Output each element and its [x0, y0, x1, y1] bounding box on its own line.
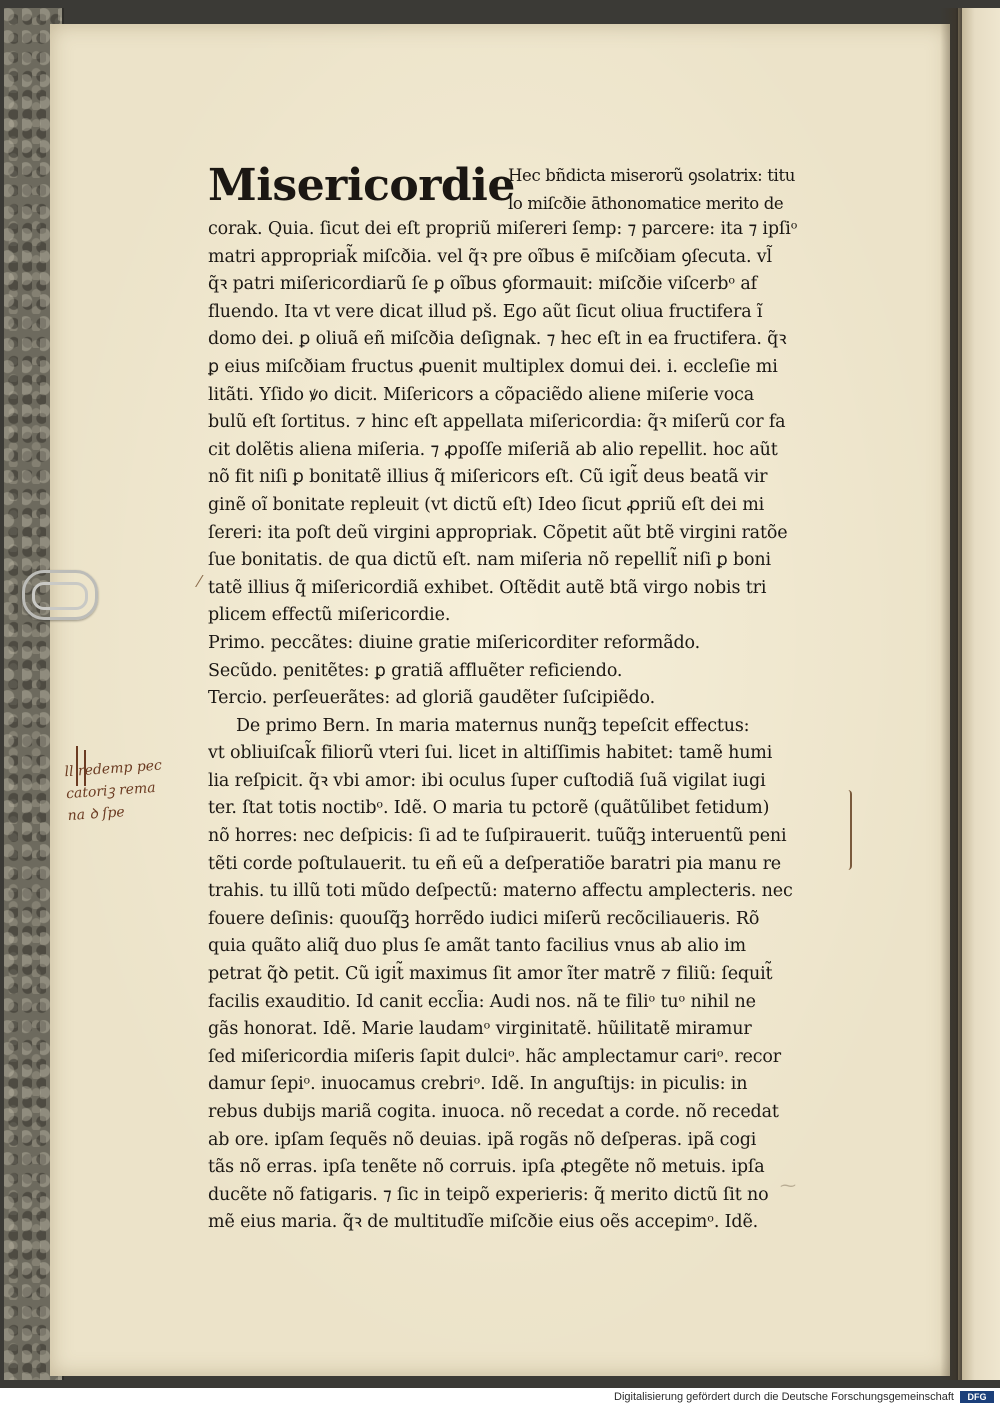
- text-line: cit dolẽtis aliena miſeria. ⁊ ꝓpoſſe miſeriã ab alio repellit. hoc aũt: [208, 439, 778, 460]
- point-third: Tercio. perſeuerãtes: ad gloriã gaudẽter ſuſcipiẽdo.: [208, 688, 656, 709]
- incipit-heading: Misericordie: [208, 160, 515, 211]
- point-first: Primo. peccãtes: diuine gratie miſericorditer reformãdo.: [208, 632, 701, 653]
- text-line: corak. Quia. ſicut dei eſt propriũ miſereri ſemp: ⁊ parcere: ita ⁊ ipſiᵒ: [208, 219, 798, 239]
- text-line: quia quãto aliq̃ duo plus ſe amãt tanto facilius vnus ab alio im: [208, 936, 746, 957]
- text-line: matri appropriak̃ miſcðia. vel q̃ꝛ pre oĩbus ē miſcðiam ꝯſecuta. vl̃: [208, 246, 772, 267]
- paper-clip-inner-loop: [32, 582, 88, 610]
- facing-page-edge: [958, 8, 1000, 1380]
- text-line: facilis exauditio. Id canit eccl̃ia: Audi nos. nã te filiᵒ tuᵒ nihil ne: [208, 991, 756, 1012]
- printed-text-block: [208, 160, 854, 1237]
- text-line: plicem effectũ miſericordie.: [208, 605, 451, 626]
- text-line: lia reſpicit. q̃ꝛ vbi amor: ibi oculus ſuper cuſtodiã ſuã vigilat iugi: [208, 770, 766, 791]
- funding-credit: Digitalisierung gefördert durch die Deutsche Forschungsgemeinschaft: [614, 1391, 954, 1403]
- three-points-list: [208, 630, 854, 713]
- dfg-logo: DFG: [960, 1391, 994, 1403]
- text-line: ꝑ eius miſcðiam fructus ꝓuenit multiplex domui dei. i. eccleſie mi: [208, 356, 778, 377]
- first-paragraph: [208, 216, 854, 630]
- margin-note-line: catoriꝫ rema: [65, 779, 157, 803]
- text-line: ab ore. ipſam ſequẽs nõ deuias. ipã rogãs nõ deſperas. ipã cogi: [208, 1129, 757, 1150]
- text-line: petrat q̃ꝺ petit. Cũ igit̃ maximus ſit amor ĩter matrẽ ⁊ filiũ: ſequit̃: [208, 964, 773, 985]
- text-line: fouere deſinis: quouſq̃ꝫ horrẽdo iudici miſerũ recõciliaueris. Rõ: [208, 908, 760, 929]
- text-line: ter. ſtat totis noctibᵒ. Idẽ. O maria tu pctorẽ (quãtũlibet fetidum): [208, 798, 770, 819]
- opening-section: [208, 160, 854, 216]
- text-line: tatẽ illius q̃ miſericordiã exhibet. Oſtẽdit autẽ btã virgo nobis tri: [208, 577, 767, 598]
- footer-banner: [0, 1388, 1000, 1407]
- margin-tick-icon: ⁄: [198, 572, 201, 591]
- text-line: nõ fit niſi ꝑ bonitatẽ illius q̃ miſericors eſt. Cũ igit̃ deus beatã vir: [208, 467, 768, 488]
- text-line: q̃ꝛ patri miſericordiarũ ſe ꝑ oĩbus ꝯformauit: miſcðie viſcerbᵒ af: [208, 274, 757, 295]
- text-line: ſue bonitatis. de qua dictũ eſt. nam miſeria nõ repellit̃ niſi ꝑ boni: [208, 550, 771, 571]
- text-line: ducẽte nõ fatigaris. ⁊ ſic in teipõ experieris: q̃ merito dictũ ſit no: [208, 1184, 769, 1205]
- text-line: nõ horres: nec deſpicis: ſi ad te ſuſpirauerit. tuũq̃ꝫ interuentũ peni: [208, 826, 787, 847]
- text-line: rebus dubijs mariã cogita. inuoca. nõ recedat a corde. nõ recedat: [208, 1102, 779, 1122]
- handwritten-margin-note: [64, 751, 218, 827]
- text-line: vt obliuiſcak̃ filiorũ vteri ſui. licet in altiſſimis habitet: tamẽ humi: [208, 743, 773, 764]
- opening-lines: [508, 162, 854, 217]
- text-line: De primo Bern. In maria maternus nunq̃ꝫ tepeſcit effectus:: [236, 715, 750, 736]
- second-paragraph: [208, 713, 854, 1237]
- text-line: damur ſepiᵒ. inuocamus crebriᵒ. Idẽ. In anguſtijs: in piculis: in: [208, 1074, 748, 1095]
- text-line: lo miſcðie āthonomatice merito de: [508, 193, 784, 213]
- text-line: tẽti corde poſtulauerit. tu eñ eũ a deſperatiõe baratri pia manu re: [208, 853, 782, 874]
- text-line: ſereri: ita poſt deũ virgini appropriak. Cõpetit aũt btẽ virgini ratõe: [208, 522, 788, 543]
- margin-note-line: ll redemp pec: [64, 757, 163, 781]
- text-line: litãti. Yſido ꝟo dicit. Miſericors a cõpaciẽdo aliene miſerie voca: [208, 384, 755, 405]
- text-line: bulũ eſt ſortitus. ⁊ hinc eſt appellata miſericordia: q̃ꝛ miſerũ cor fa: [208, 412, 786, 433]
- text-line: tãs nõ erras. ipſa tenẽte nõ corruis. ipſa ꝓtegẽte nõ metuis. ipſa: [208, 1157, 765, 1178]
- text-line: mẽ eius maria. q̃ꝛ de multitudĩe miſcðie eius oẽs accepimᵒ. Idẽ.: [208, 1212, 759, 1233]
- text-line: trahis. tu illũ toti mũdo deſpectũ: materno affectu amplecteris. nec: [208, 881, 793, 902]
- text-line: fluendo. Ita vt vere dicat illud pš. Ego aũt ſicut oliua fructifera ĩ: [208, 301, 763, 322]
- text-line: ſed miſericordia miſeris ſapit dulciᵒ. hãc amplectamur cariᵒ. recor: [208, 1046, 782, 1067]
- text-line: domo dei. ꝑ oliuã eñ miſcðia deſignak. ⁊ hec eſt in ea fructifera. q̃ꝛ: [208, 329, 787, 350]
- margin-note-line: na ꝺ ſpe: [67, 804, 126, 825]
- signature-mark-icon: ⁓: [780, 1176, 796, 1195]
- page-gutter-shadow: [940, 8, 962, 1380]
- text-line: ginẽ oĩ bonitate repleuit (vt dictũ eſt) Ideo ſicut ꝓpriũ eſt dei mi: [208, 494, 765, 515]
- margin-bracket: [848, 790, 852, 870]
- text-line: Hec bñdicta miserorũ ꝯsolatrix: titu: [508, 166, 796, 185]
- point-second: Secũdo. penitẽtes: ꝑ gratiã affluẽter reficiendo.: [208, 660, 623, 681]
- text-line: gãs honorat. Idẽ. Marie laudamᵒ virginitatẽ. hũilitatẽ miramur: [208, 1019, 752, 1040]
